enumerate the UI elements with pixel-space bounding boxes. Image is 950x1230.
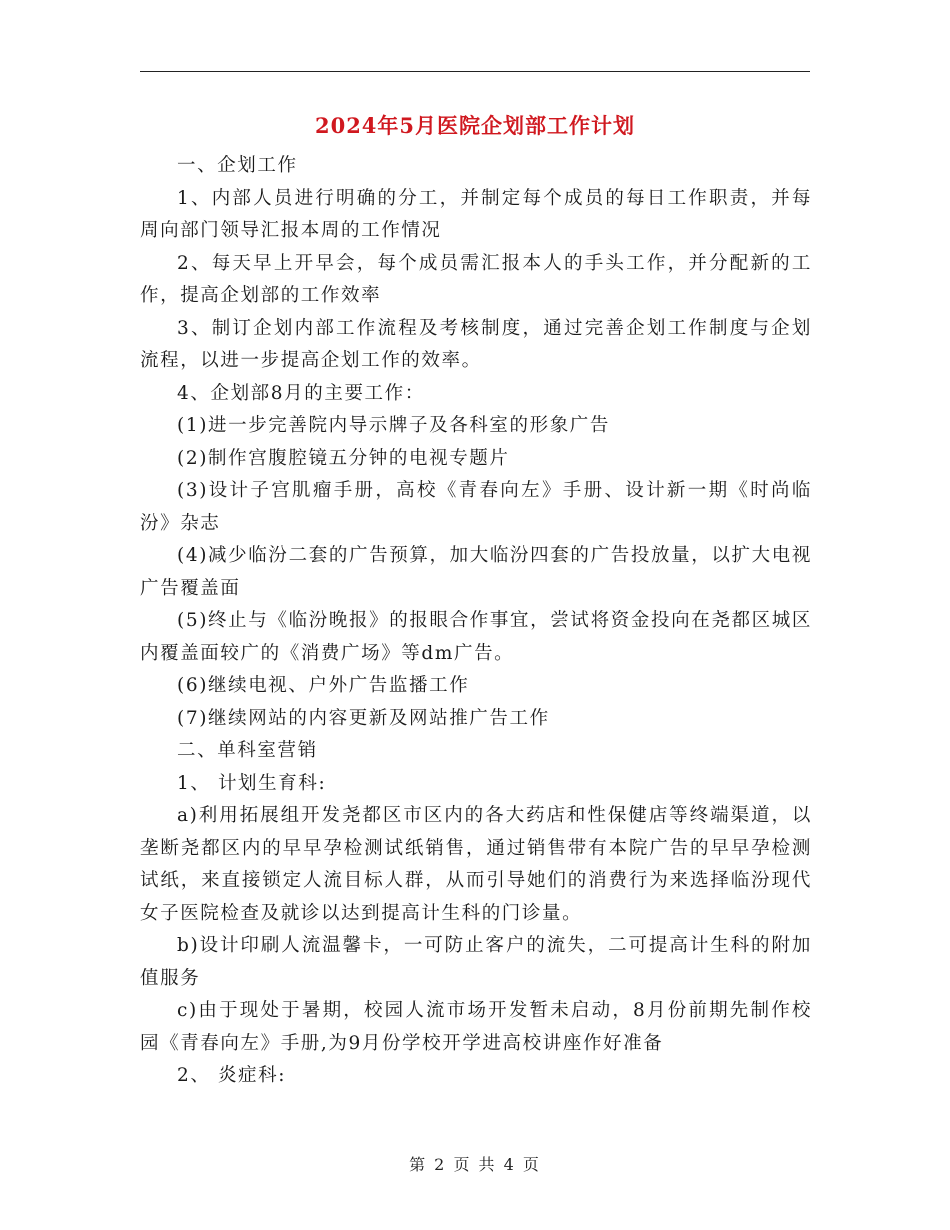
sub-item-2: (2)制作宫腹腔镜五分钟的电视专题片 [177, 447, 510, 469]
document-body [140, 150, 812, 1093]
sub-item-5: (5)终止与《临汾晚报》的报眼合作事宜，尝试将资金投向在尧都区城区内覆盖面较广的《消费广场》等dm广告。 [140, 610, 812, 664]
paragraph-item-3: 3、制订企划内部工作流程及考核制度，通过完善企划工作制度与企划流程，以进一步提高企划工作的效率。 [140, 317, 812, 371]
sub-item-7: (7)继续网站的内容更新及网站推广告工作 [177, 707, 550, 729]
sub-item-4: (4)减少临汾二套的广告预算，加大临汾四套的广告投放量，以扩大电视广告覆盖面 [140, 545, 812, 599]
section-heading-planning: 一、企划工作 [177, 155, 298, 176]
paragraph-item-2: 2、每天早上开早会，每个成员需汇报本人的手头工作，并分配新的工作，提高企划部的工作效率 [140, 252, 812, 306]
paragraph-item-1: 1、内部人员进行明确的分工，并制定每个成员的每日工作职责，并每周向部门领导汇报本周的工作情况 [140, 187, 812, 241]
sub-item-1: (1)进一步完善院内导示牌子及各科室的形象广告 [177, 415, 611, 436]
sub-item-3: (3)设计子宫肌瘤手册，高校《青春向左》手册、设计新一期《时尚临汾》杂志 [140, 480, 812, 534]
header-rule [140, 71, 810, 72]
sub-item-6: (6)继续电视、户外广告监播工作 [177, 675, 470, 696]
family-planning-item-a: a)利用拓展组开发尧都区市区内的各大药店和性保健店等终端渠道，以垄断尧都区内的早早孕检测试纸销售，通过销售带有本院广告的早早孕检测试纸，来直接锁定人流目标人群，从而引导她们的消费行为来选择临汾现代女子医院检查及就诊以达到提高计生科的门诊量。 [140, 805, 812, 924]
department-inflammation: 2、 炎症科: [177, 1065, 287, 1086]
department-family-planning: 1、 计划生育科: [177, 772, 327, 794]
paragraph-item-4: 4、企划部8月的主要工作： [177, 382, 425, 404]
page-number-footer: 第 2 页 共 4 页 [409, 1155, 541, 1174]
family-planning-item-b: b)设计印刷人流温馨卡，一可防止客户的流失，二可提高计生科的附加值服务 [140, 935, 812, 989]
document-title: 2024年5月医院企划部工作计划 [314, 113, 636, 138]
family-planning-item-c: c)由于现处于暑期，校园人流市场开发暂未启动，8月份前期先制作校园《青春向左》手册,为9月份学校开学进高校讲座作好准备 [140, 1000, 812, 1054]
section-heading-department-marketing: 二、单科室营销 [177, 740, 318, 761]
